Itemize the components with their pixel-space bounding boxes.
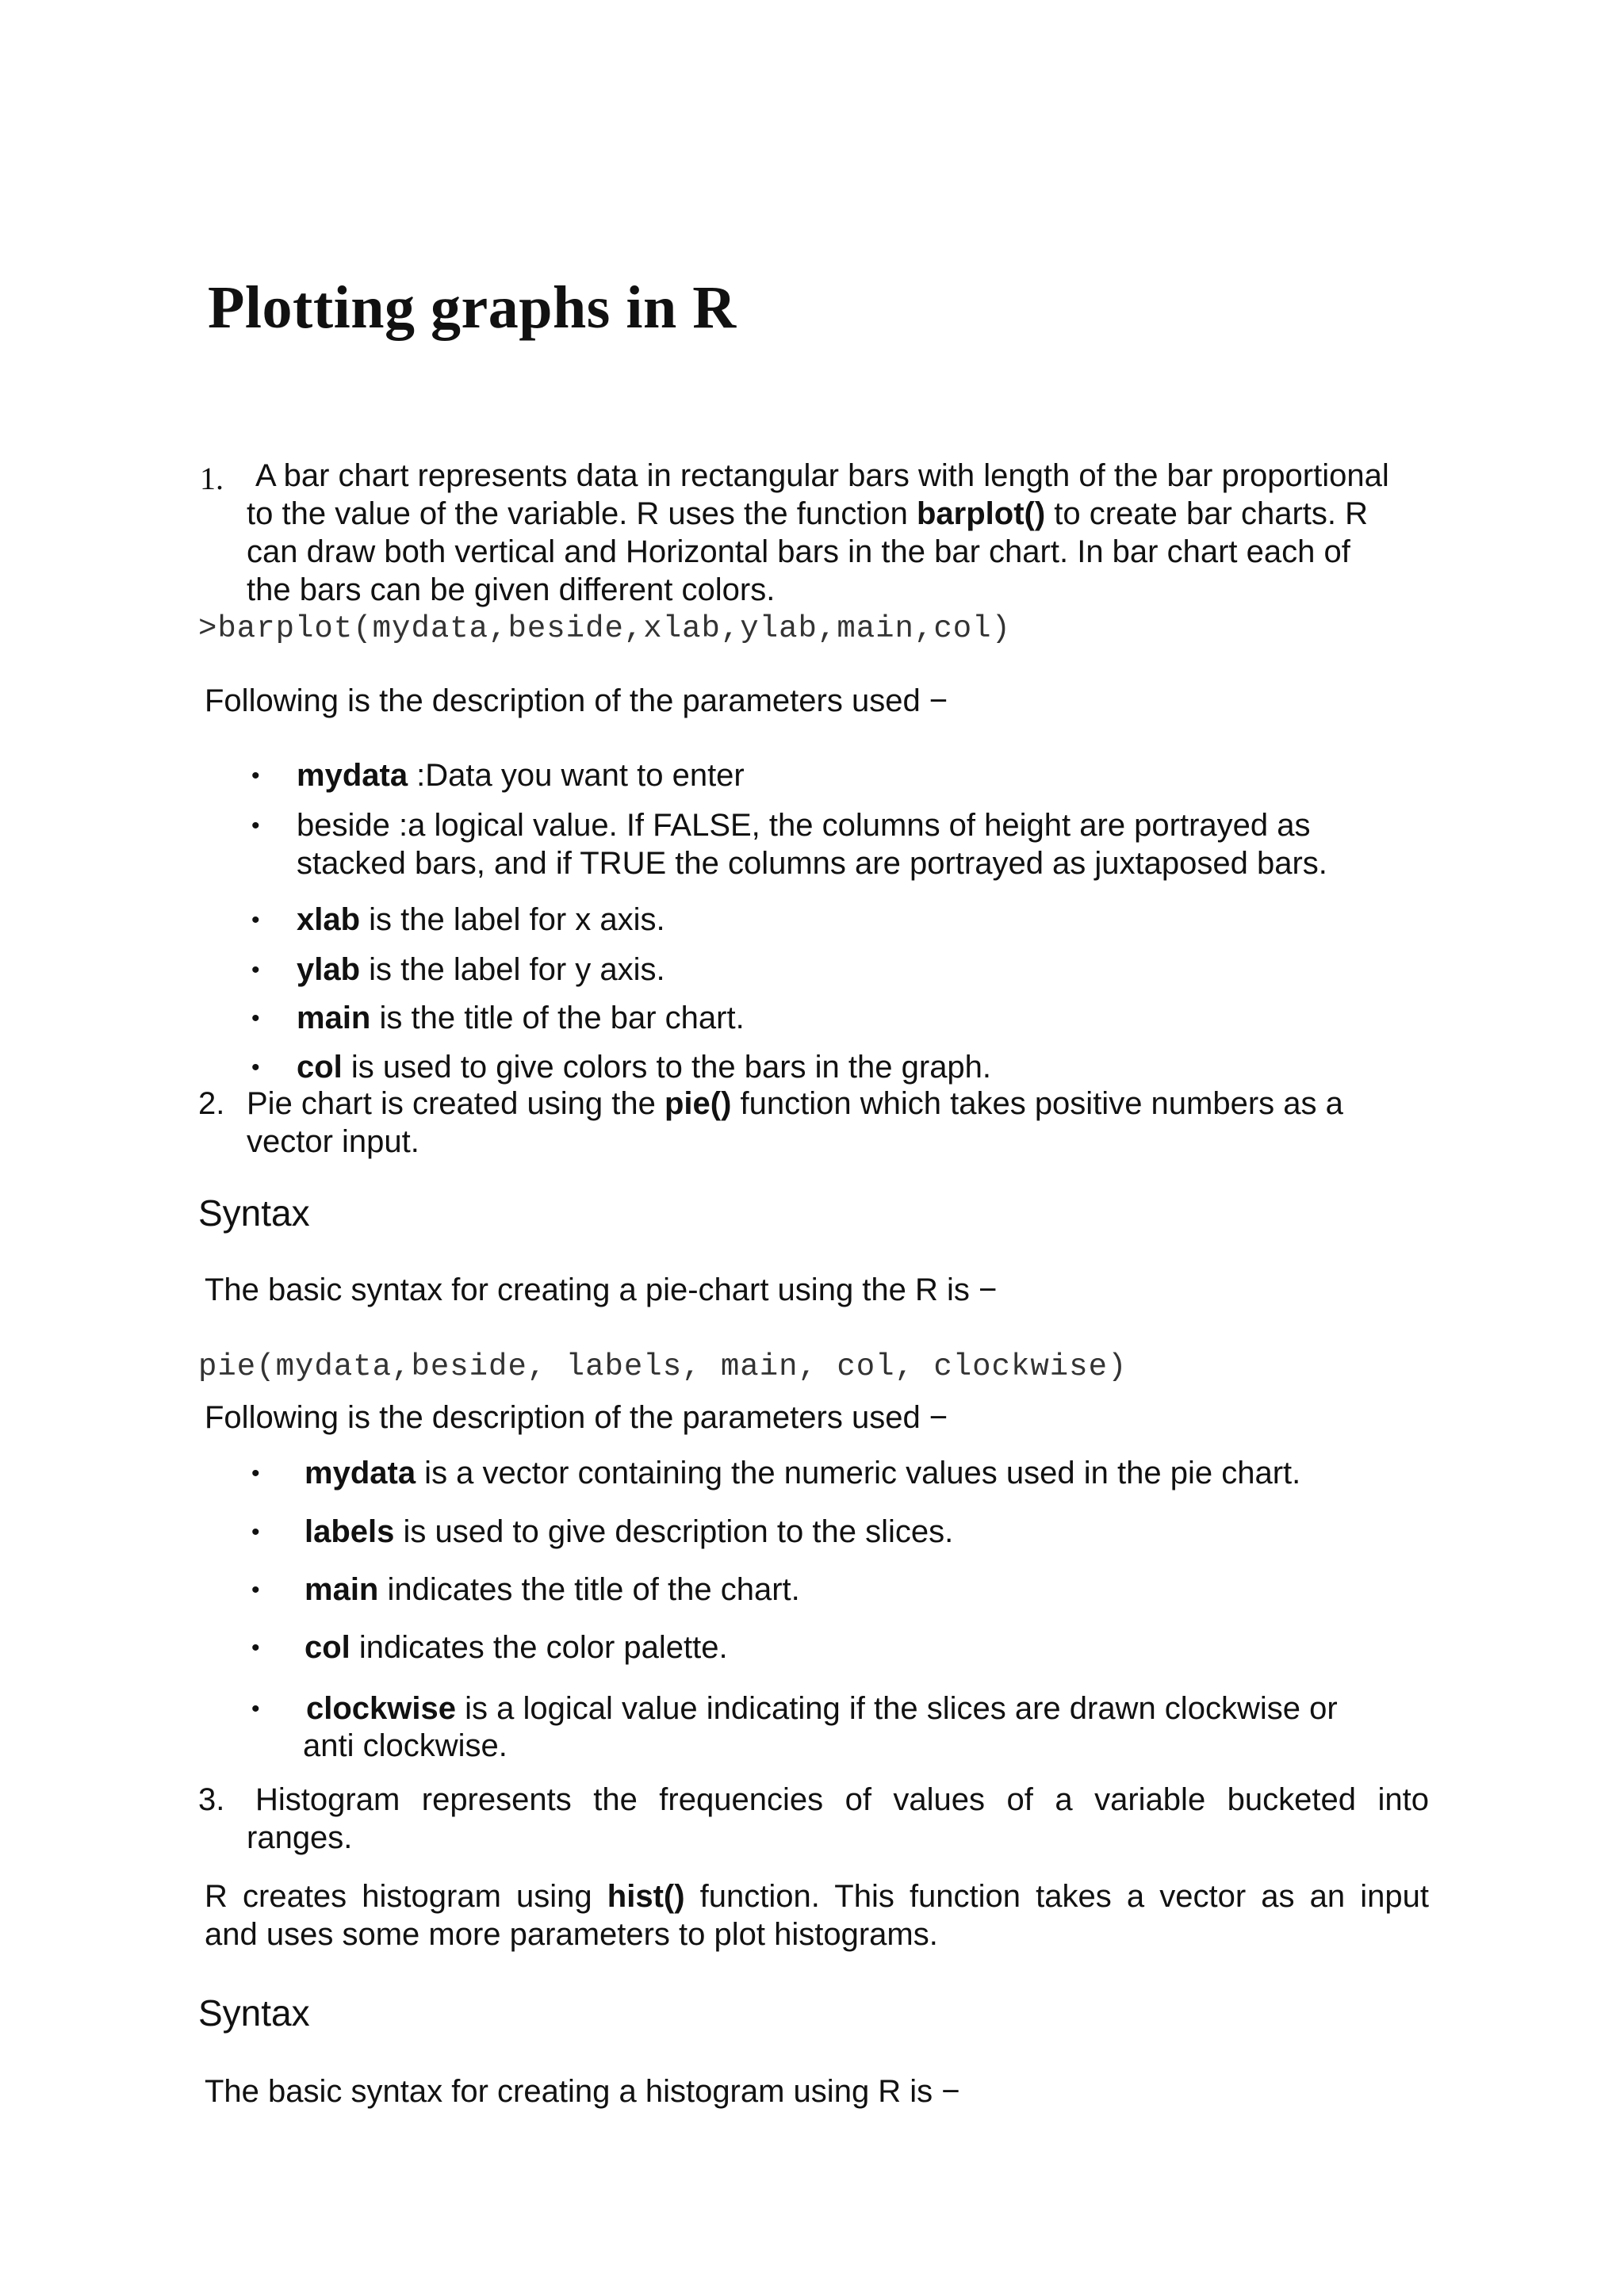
pie-function-name: pie() bbox=[664, 1086, 732, 1121]
barplot-code: >barplot(mydata,beside,xlab,ylab,main,col) bbox=[198, 611, 1011, 646]
item2-line-2: vector input. bbox=[247, 1124, 419, 1159]
list-item: col indicates the color palette. bbox=[304, 1630, 728, 1665]
bullet-icon: • bbox=[251, 813, 260, 839]
hist-function-name: hist() bbox=[607, 1879, 685, 1914]
bullet-icon: • bbox=[251, 1005, 260, 1031]
bullet-icon: • bbox=[251, 957, 260, 983]
list-number-2: 2. bbox=[198, 1086, 225, 1121]
item1-line-1: A bar chart represents data in rectangular bars with length of the bar proportional bbox=[255, 458, 1389, 493]
page-title: Plotting graphs in R bbox=[208, 274, 737, 341]
bullet-icon: • bbox=[251, 1460, 260, 1487]
list-item: beside :a logical value. If FALSE, the columns of height are portrayed as bbox=[297, 808, 1311, 843]
item1-line-2: to the value of the variable. R uses the function barplot() to create bar charts. R bbox=[247, 496, 1368, 531]
item3-line-1: Histogram represents the frequencies of values of a variable bucketed into bbox=[255, 1782, 1429, 1817]
list-item-continuation: anti clockwise. bbox=[303, 1728, 508, 1763]
list-item: xlab is the label for x axis. bbox=[297, 902, 665, 937]
syntax-intro-pie: The basic syntax for creating a pie-chart using the R is − bbox=[205, 1272, 998, 1307]
params-intro-2: Following is the description of the parameters used − bbox=[205, 1400, 948, 1435]
bullet-icon: • bbox=[251, 1519, 260, 1545]
pie-code: pie(mydata,beside, labels, main, col, clockwise) bbox=[198, 1349, 1128, 1384]
bullet-icon: • bbox=[251, 763, 260, 789]
list-item: mydata :Data you want to enter bbox=[297, 758, 745, 793]
list-item: col is used to give colors to the bars in the graph. bbox=[297, 1050, 992, 1085]
list-number-1: 1. bbox=[200, 461, 224, 496]
bullet-icon: • bbox=[251, 1635, 260, 1661]
syntax-heading: Syntax bbox=[198, 1192, 310, 1234]
list-item: mydata is a vector containing the numeric values used in the pie chart. bbox=[304, 1456, 1301, 1490]
syntax-heading: Syntax bbox=[198, 1992, 310, 2034]
bullet-icon: • bbox=[251, 1696, 260, 1722]
list-item: main is the title of the bar chart. bbox=[297, 1001, 745, 1035]
item1-line-4: the bars can be given different colors. bbox=[247, 572, 776, 607]
params-intro-1: Following is the description of the parameters used − bbox=[205, 683, 948, 718]
list-item: ylab is the label for y axis. bbox=[297, 952, 665, 987]
list-item: labels is used to give description to the slices. bbox=[304, 1514, 954, 1549]
item3-line-2: ranges. bbox=[247, 1820, 353, 1855]
item2-line-1: Pie chart is created using the pie() function which takes positive numbers as a bbox=[247, 1086, 1343, 1121]
hist-paragraph-line-1: R creates histogram using hist() function. This function takes a vector as an input bbox=[205, 1879, 1429, 1914]
bullet-icon: • bbox=[251, 907, 260, 933]
bullet-icon: • bbox=[251, 1577, 260, 1603]
list-item-continuation: stacked bars, and if TRUE the columns are portrayed as juxtaposed bars. bbox=[297, 846, 1327, 881]
list-item: clockwise is a logical value indicating if the slices are drawn clockwise or bbox=[306, 1691, 1338, 1726]
item1-line-3: can draw both vertical and Horizontal bars in the bar chart. In bar chart each of bbox=[247, 534, 1350, 569]
list-item: main indicates the title of the chart. bbox=[304, 1572, 800, 1607]
list-number-3: 3. bbox=[198, 1782, 225, 1817]
hist-paragraph-line-2: and uses some more parameters to plot histograms. bbox=[205, 1917, 938, 1952]
bullet-icon: • bbox=[251, 1054, 260, 1081]
barplot-function-name: barplot() bbox=[916, 496, 1046, 531]
syntax-intro-hist: The basic syntax for creating a histogram using R is − bbox=[205, 2074, 960, 2109]
